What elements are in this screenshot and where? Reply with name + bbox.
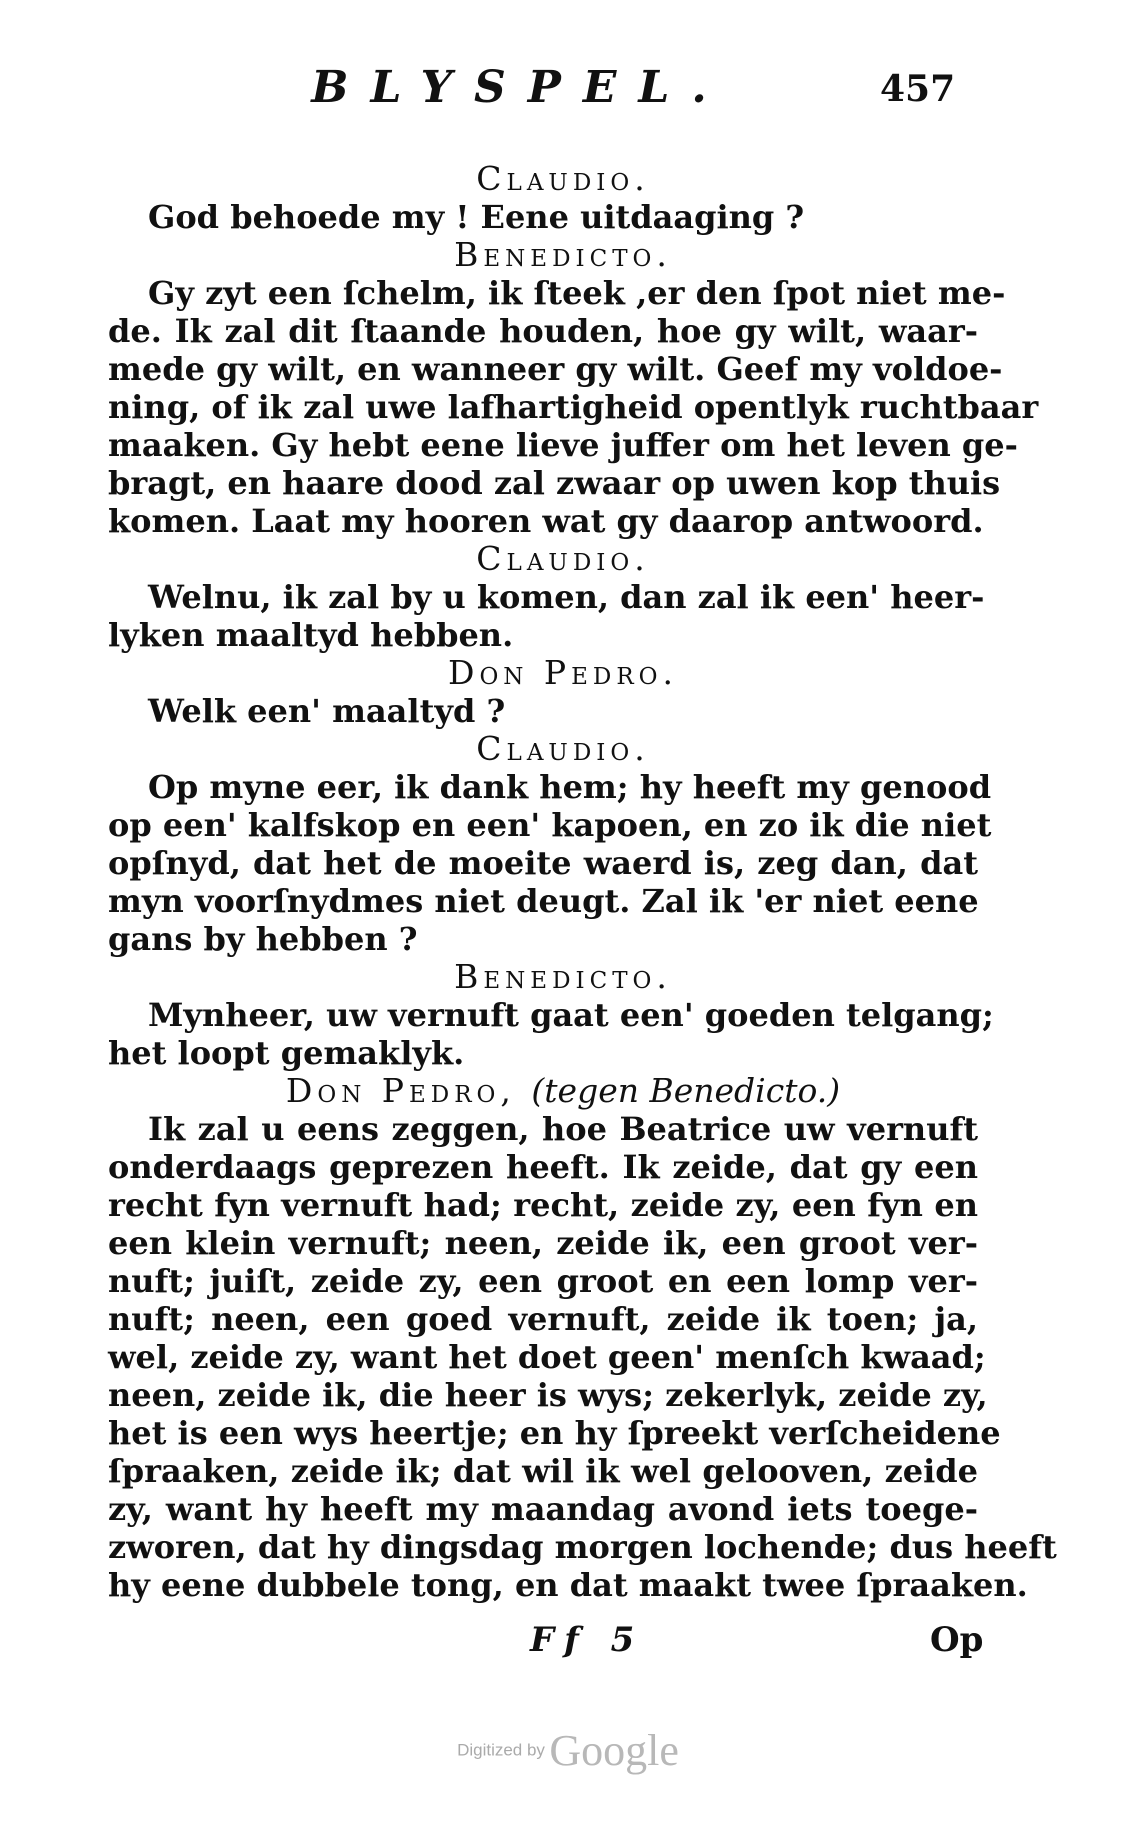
text-line: hy eene dubbele tong, en dat maakt twee ſpraaken. <box>108 1566 1028 1604</box>
google-logo: Google <box>549 1726 679 1775</box>
text-line: de. Ik zal dit ſtaande houden, hoe gy wilt, waar- <box>108 312 978 350</box>
stage-direction: (tegen Benedicto.) <box>531 1071 841 1110</box>
text-line: nuft; juiſt, zeide zy, een groot en een lomp ver- <box>108 1262 978 1300</box>
speaker-name: Benedicto. <box>454 235 672 274</box>
text-line: onderdaags geprezen heeft. Ik zeide, dat gy een <box>108 1148 978 1186</box>
text-line: Ik zal u eens zeggen, hoe Beatrice uw vernuft <box>148 1110 978 1148</box>
text-line: God behoede my ! Eene uitdaaging ? <box>148 198 805 236</box>
text-line: nuft; neen, een goed vernuft, zeide ik toen; ja, <box>108 1300 978 1338</box>
signature-mark: Ff 5 <box>530 1620 645 1660</box>
text-line: een klein vernuft; neen, zeide ik, een groot ver- <box>108 1224 978 1262</box>
text-line: bragt, en haare dood zal zwaar op uwen kop thuis <box>108 464 1001 502</box>
text-line: wel, zeide zy, want het doet geen' menſch kwaad; <box>108 1338 986 1376</box>
speaker-name: Don Pedro, <box>285 1071 516 1110</box>
text-line: myn voorſnydmes niet deugt. Zal ik 'er niet eene <box>108 882 979 920</box>
digitization-watermark <box>0 1725 1136 1776</box>
speaker-heading <box>108 160 978 198</box>
text-line: Welnu, ik zal by u komen, dan zal ik een' heer- <box>148 578 985 616</box>
text-line: ſpraaken, zeide ik; dat wil ik wel gelooven, zeide <box>108 1452 978 1490</box>
speaker-heading <box>108 540 978 578</box>
text-line: het is een wys heertje; en hy ſpreekt verſcheidene <box>108 1414 1001 1452</box>
text-line: op een' kalfskop en een' kapoen, en zo ik die niet <box>108 806 992 844</box>
text-line: recht fyn vernuft had; recht, zeide zy, een fyn en <box>108 1186 978 1224</box>
speaker-name: Don Pedro. <box>447 653 679 692</box>
text-line: Op myne eer, ik dank hem; hy heeft my genood <box>148 768 992 806</box>
speaker-heading <box>108 236 978 274</box>
text-line: Mynheer, uw vernuft gaat een' goeden telgang; <box>148 996 994 1034</box>
text-line: ning, of ik zal uwe lafhartigheid opentlyk ruchtbaar <box>108 388 1039 426</box>
page-number: 457 <box>880 68 956 110</box>
page-header <box>0 62 1136 122</box>
running-title: BLYSPEL. <box>311 62 729 113</box>
text-line: gans by hebben ? <box>108 920 418 958</box>
speaker-heading <box>108 654 978 692</box>
text-line: Gy zyt een ſchelm, ik ſteek ,er den ſpot niet me- <box>148 274 1006 312</box>
text-line: komen. Laat my hooren wat gy daarop antwoord. <box>108 502 984 540</box>
speaker-heading <box>108 958 978 996</box>
text-line: mede gy wilt, en wanneer gy wilt. Geef my voldoe- <box>108 350 1003 388</box>
speaker-name: Claudio. <box>476 729 650 768</box>
speaker-heading <box>108 1072 978 1110</box>
text-line: het loopt gemaklyk. <box>108 1034 465 1072</box>
text-line: zy, want hy heeft my maandag avond iets toege- <box>108 1490 978 1528</box>
text-line: opſnyd, dat het de moeite waerd is, zeg dan, dat <box>108 844 978 882</box>
speaker-name: Claudio. <box>476 159 650 198</box>
text-line: zworen, dat hy dingsdag morgen lochende; dus heeft <box>108 1528 1057 1566</box>
speaker-name: Benedicto. <box>454 957 672 996</box>
digitized-by-text: Digitized by <box>457 1740 545 1760</box>
speaker-name: Claudio. <box>476 539 650 578</box>
text-line: Welk een' maaltyd ? <box>148 692 506 730</box>
catchword: Op <box>930 1620 984 1660</box>
text-line: neen, zeide ik, die heer is wys; zekerlyk, zeide zy, <box>108 1376 988 1414</box>
text-line: lyken maaltyd hebben. <box>108 616 514 654</box>
play-text <box>108 159 1057 1604</box>
speaker-heading <box>108 730 978 768</box>
page-foot <box>0 1620 1136 1670</box>
text-line: maaken. Gy hebt eene lieve juffer om het leven ge- <box>108 426 1018 464</box>
